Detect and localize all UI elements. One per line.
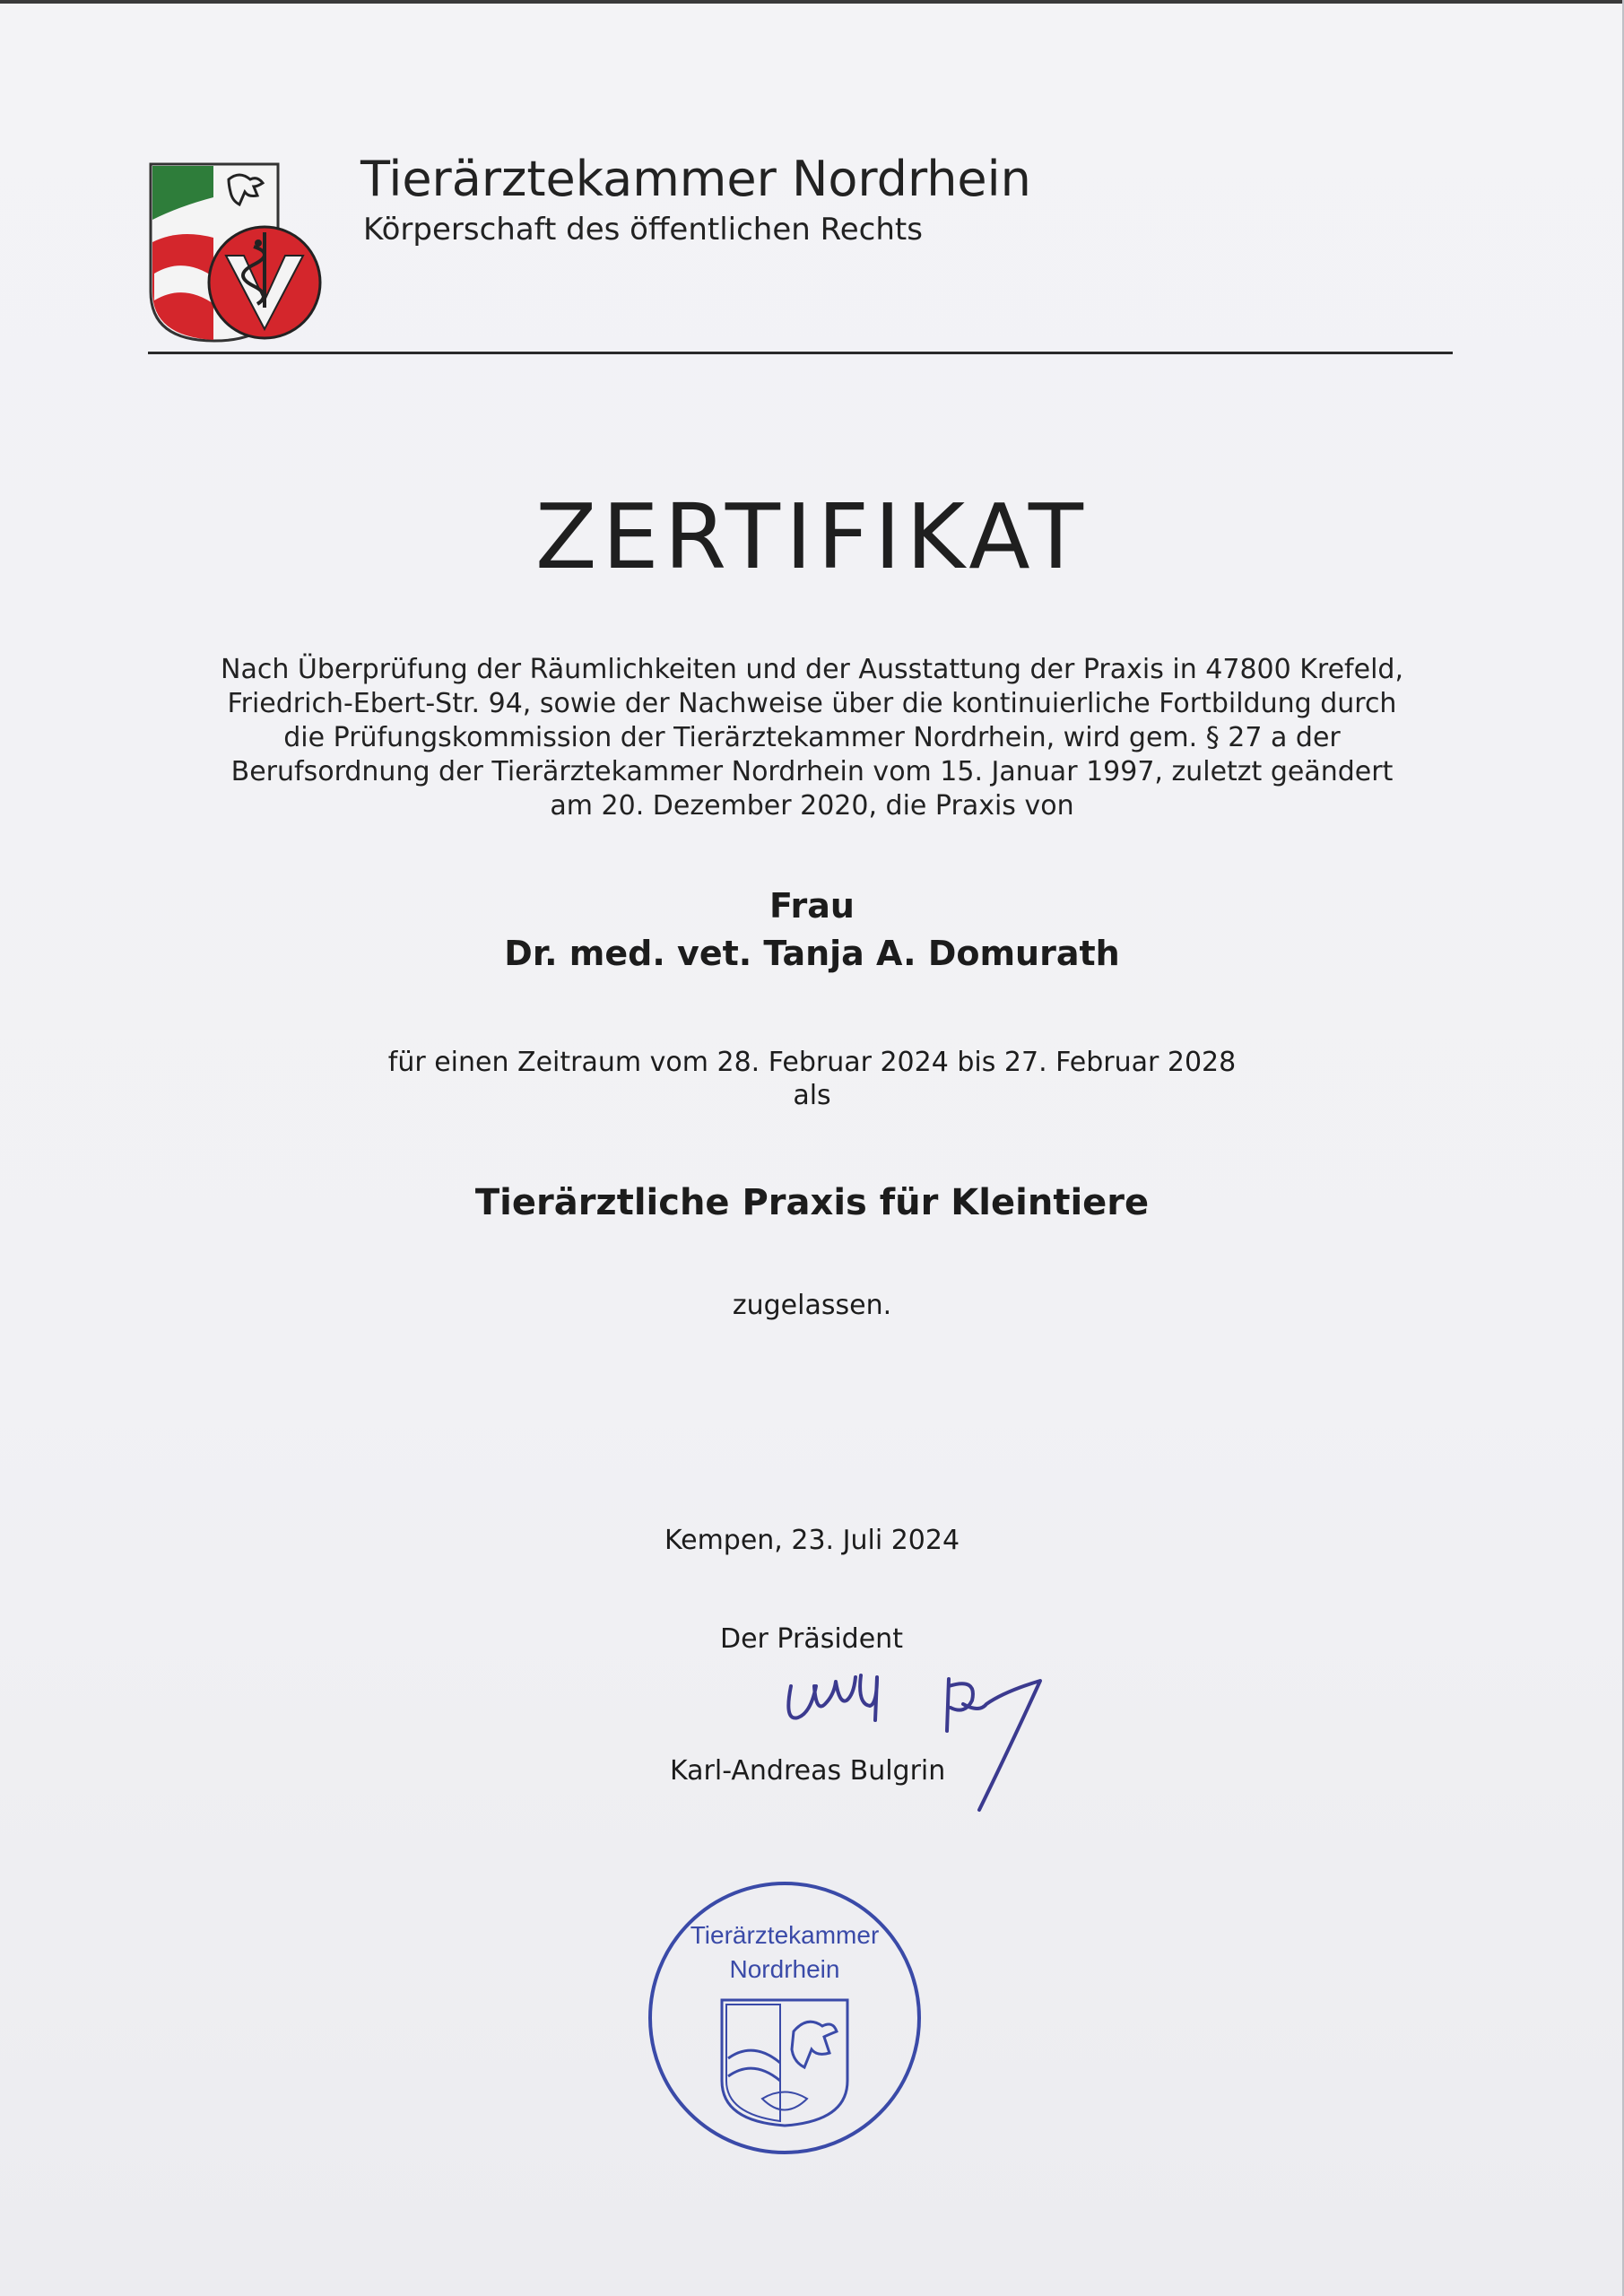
official-seal-icon (646, 1879, 924, 2157)
stamp-line-1: Tierärztekammer (690, 1921, 880, 1949)
body-line: Berufsordnung der Tierärztekammer Nordrhein vom 15. Januar 1997, zuletzt geändert (230, 756, 1394, 787)
stamp-line-2: Nordrhein (729, 1955, 840, 1983)
place-and-date: Kempen, 23. Juli 2024 (664, 1525, 960, 1556)
president-title: Der Präsident (720, 1623, 903, 1655)
organization-subtitle: Körperschaft des öffentlichen Rechts (363, 212, 923, 248)
approval-text: zugelassen. (732, 1290, 892, 1321)
organization-name: Tierärztekammer Nordrhein (360, 151, 1031, 207)
certificate-body (0, 653, 1624, 823)
practice-type: Tierärztliche Praxis für Kleintiere (474, 1182, 1150, 1223)
body-line: am 20. Dezember 2020, die Praxis von (550, 790, 1074, 822)
recipient-name: Dr. med. vet. Tanja A. Domurath (504, 934, 1120, 973)
body-line: Friedrich-Ebert-Str. 94, sowie der Nachweise über die kontinuierliche Fortbildung durch (227, 688, 1397, 719)
handwritten-signature-icon (771, 1650, 1076, 1821)
recipient-salutation: Frau (769, 886, 855, 926)
body-line: Nach Überprüfung der Räumlichkeiten und der Ausstattung der Praxis in 47800 Krefeld, (221, 654, 1403, 685)
body-line: die Prüfungskommission der Tierärztekammer Nordrhein, wird gem. § 27 a der (283, 722, 1341, 753)
validity-period: für einen Zeitraum vom 28. Februar 2024 bis 27. Februar 2028 (387, 1047, 1237, 1078)
scan-top-edge (0, 0, 1624, 4)
certificate-title: ZERTIFIKAT (534, 484, 1090, 589)
president-name: Karl-Andreas Bulgrin (670, 1755, 946, 1787)
veterinary-chamber-crest-icon (143, 157, 332, 345)
as-label: als (793, 1080, 831, 1111)
header-divider (148, 352, 1453, 354)
